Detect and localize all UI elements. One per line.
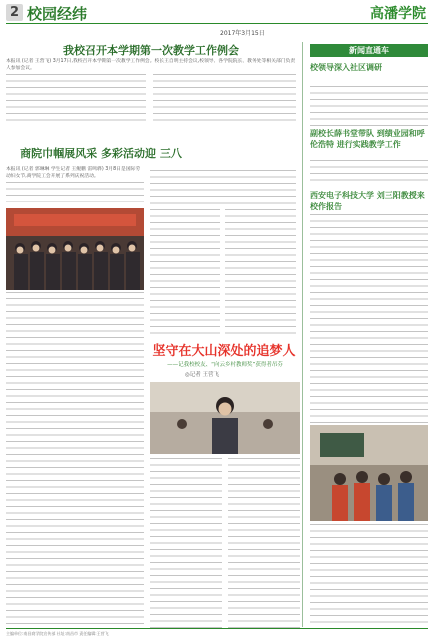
article-2-title: 商院巾帼展风采 多彩活动迎 三八 <box>20 147 182 160</box>
feature-subtitle: ——记我校校友、“向云乡村教师奖”获得者吊芬 <box>167 362 283 368</box>
feature-body-col1 <box>150 458 222 628</box>
article-2-col2 <box>150 170 296 206</box>
newspaper-masthead: 高潘学院 <box>370 6 426 22</box>
page-footer <box>0 628 434 640</box>
section-title: 校园经纬 <box>27 5 88 23</box>
article-2-body-col1 <box>6 298 144 628</box>
feature-body-col3 <box>310 524 428 628</box>
article-1-lead: 本报讯 (记者 王营飞) 3月17日,我校召开本学期第一次教学工作例会。校长王自明主持会议,校领导、各学院院长、教务处等相关部门负责人参加会议。 <box>6 59 296 71</box>
article-1-col1 <box>6 74 146 126</box>
sidebar-item-3-body <box>310 214 428 424</box>
portrait-photo-graphic <box>150 382 300 454</box>
article-2-body-col3 <box>225 209 296 337</box>
sidebar-item-2-body <box>310 160 428 184</box>
news-banner <box>310 44 428 57</box>
sidebar-item-1-title: 校领导深入社区调研 <box>310 63 382 72</box>
header-rule <box>6 23 428 24</box>
news-banner-label: 新闻直通车 <box>349 46 389 55</box>
article-2-lead: 本报讯 (记者 郭琳琳 学生记者 王鲲鹏 雷鸣骅) 3月8日是国际劳动妇女节,商学院工会开展了系列庆祝活动。 <box>6 167 141 179</box>
feature-photo-portrait <box>150 382 300 454</box>
feature-byline: ◎记者 王营飞 <box>185 372 220 378</box>
classroom-photo-graphic <box>310 425 428 521</box>
article-2-col1 <box>6 182 144 202</box>
article-1-col2 <box>153 74 296 126</box>
footer-text: 主编单位:南昌商学院宣传部 社址:南昌市 责任编辑:王营飞 <box>6 631 109 636</box>
footer-rule <box>6 628 428 629</box>
feature-title: 坚守在大山深处的追梦人 <box>152 344 296 359</box>
sidebar-item-3-title: 西安电子科技大学 刘三阳教授来校作报告 <box>310 191 425 211</box>
page-number: 2 <box>6 4 23 21</box>
feature-body-col2 <box>228 458 300 628</box>
column-divider <box>302 42 303 627</box>
feature-photo-classroom <box>310 425 428 521</box>
photo-caption <box>6 292 144 296</box>
issue-date: 2017年3月15日 <box>220 30 265 37</box>
event-photo-graphic <box>6 208 144 290</box>
page-header <box>0 0 434 22</box>
event-photo <box>6 208 144 290</box>
sidebar-item-2-title: 副校长薛书堂带队 到绩业园和呼伦浩特 进行实践教学工作 <box>310 129 425 149</box>
article-1-title: 我校召开本学期第一次教学工作例会 <box>63 44 239 57</box>
article-2-body-col2 <box>150 209 220 337</box>
sidebar-item-1-body <box>310 86 428 126</box>
